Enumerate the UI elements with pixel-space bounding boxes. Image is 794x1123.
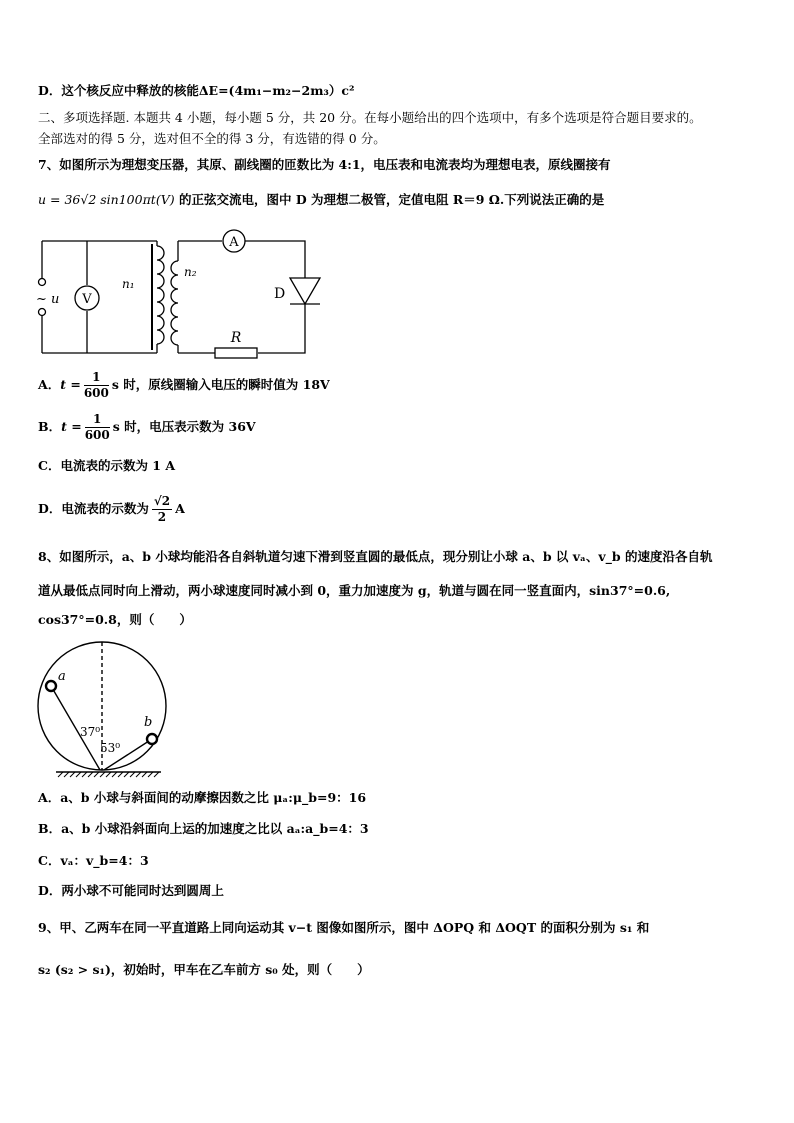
- q7-option-b: [38, 412, 256, 443]
- q8-option-b: B．a、b 小球沿斜面向上运的加速度之比以 aₐ:a_b=4：3: [38, 821, 369, 836]
- q7-option-d-num: √2: [153, 494, 171, 508]
- q7-option-b-letter: B．: [38, 419, 62, 434]
- ball-a: [46, 681, 56, 691]
- ball-a-label: a: [58, 669, 66, 684]
- q9-stem-line2: s₂ (s₂ > s₁)，初始时，甲车在乙车前方 s₀ 处，则（ ）: [38, 962, 370, 977]
- q8-stem-line2: 道从最低点同时向上滑动，两小球速度同时减小到 0，重力加速度为 g，轨道与圆在同一竖直面内，sin37°=0.6,: [38, 583, 671, 598]
- q6-option-d: D．这个核反应中释放的核能ΔE=(4m₁−m₂−2m₃）c²: [38, 83, 355, 98]
- q8-option-a: A．a、b 小球与斜面间的动摩擦因数之比 μₐ:μ_b=9：16: [38, 790, 367, 805]
- q7-option-a-letter: A．: [38, 377, 61, 392]
- ball-b: [147, 734, 157, 744]
- q7-option-a-rest: s 时，原线圈输入电压的瞬时值为 18V: [111, 377, 330, 392]
- q8-option-d: D．两小球不可能同时达到圆周上: [38, 883, 224, 898]
- q7-option-b-t: t =: [61, 419, 82, 434]
- n2-label: n₂: [184, 265, 197, 279]
- q7-option-a: [38, 370, 330, 401]
- q7-option-b-num: 1: [85, 412, 110, 428]
- ammeter-label: A: [229, 235, 239, 250]
- q7-option-a-den: 600: [83, 386, 109, 400]
- voltmeter-label: V: [82, 292, 92, 307]
- angle-37-label: 37⁰: [80, 725, 101, 739]
- q7-option-b-den: 600: [84, 428, 110, 442]
- q8-stem-line3: cos37°=0.8，则（ ）: [38, 612, 192, 627]
- resistor-label: R: [230, 330, 242, 346]
- q7-option-a-num: 1: [84, 370, 109, 386]
- section2-heading-line1: 二、多项选择题. 本题共 4 小题，每小题 5 分，共 20 分。在每小题给出的四个选项中，有多个选项是符合题目要求的。: [38, 110, 702, 125]
- q8-option-c: C．vₐ：v_b=4：3: [38, 853, 149, 868]
- q7-option-c: C．电流表的示数为 1 A: [38, 458, 176, 473]
- q7-option-b-rest: s 时，电压表示数为 36V: [112, 419, 256, 434]
- resistor-symbol: [215, 348, 257, 358]
- q7-option-d: [38, 494, 185, 525]
- q7-option-d-den: 2: [157, 510, 167, 524]
- q9-stem-line1: 9、甲、乙两车在同一平直道路上同向运动其 v−t 图像如图所示，图中 ΔOPQ 和 ΔOQT 的面积分别为 s₁ 和: [38, 920, 650, 935]
- n1-label: n₁: [122, 277, 135, 291]
- q8-circle-diagram: [36, 640, 176, 778]
- ball-b-label: b: [144, 715, 153, 730]
- q7-stem-line1: 7、如图所示为理想变压器，其原、副线圈的匝数比为 4:1，电压表和电流表均为理想电表，原线圈接有: [38, 157, 611, 172]
- diode-symbol: [290, 278, 320, 304]
- q7-option-a-t: t =: [60, 377, 81, 392]
- diode-label: D: [274, 286, 286, 302]
- angle-53-label: 53⁰: [100, 741, 121, 755]
- q7-formula: u = 36√2 sin100πt(V): [38, 192, 175, 207]
- source-label: ~ u: [36, 292, 60, 307]
- q7-option-d-text: D．电流表的示数为: [38, 501, 149, 516]
- q7-stem-line2: [38, 191, 604, 209]
- q7-circuit-diagram: [30, 226, 330, 362]
- section2-heading-line2: 全部选对的得 5 分，选对但不全的得 3 分，有选错的得 0 分。: [38, 131, 386, 146]
- q8-stem-line1: 8、如图所示，a、b 小球均能沿各自斜轨道匀速下滑到竖直圆的最低点，现分别让小球 a、b 以 vₐ、v_b 的速度沿各自轨: [38, 549, 713, 564]
- q7-stem-rest: 的正弦交流电，图中 D 为理想二极管，定值电阻 R＝9 Ω.下列说法正确的是: [174, 192, 605, 207]
- q7-option-d-unit: A: [175, 501, 185, 516]
